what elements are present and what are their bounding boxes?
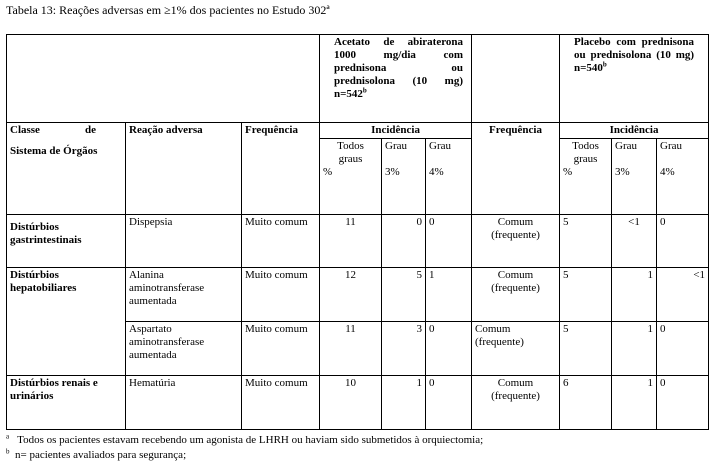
- header-all-grades-a: Todos graus %: [320, 139, 382, 215]
- table-row: [7, 268, 709, 322]
- row-g3-a: 3: [382, 322, 426, 376]
- row-g3-p: <1: [612, 215, 657, 268]
- row-freq-a: Muito comum: [242, 322, 320, 376]
- row-reaction: Aspartato aminotransferase aumentada: [126, 322, 242, 376]
- row-all-p: 5: [560, 215, 612, 268]
- header-incidence-p: Incidência: [560, 123, 709, 139]
- row-freq-a: Muito comum: [242, 376, 320, 430]
- group-placebo: Placebo com prednisona ou prednisolona (10 mg) $n=540^b$: [560, 35, 709, 123]
- row-all-p: 6: [560, 376, 612, 430]
- header-grade4-p: Grau 4%: [657, 139, 709, 215]
- row-freq-p: Comum (frequente): [472, 376, 560, 430]
- table-row: [7, 215, 709, 268]
- row-all-p: 5: [560, 268, 612, 322]
- row-all-a: 11: [320, 322, 382, 376]
- row-freq-p: Comum (frequente): [472, 268, 560, 322]
- group-abiraterone: Acetato de abiraterona 1000 mg/dia com prednisona ou prednisolona (10 mg) $n=542^b$: [320, 35, 472, 123]
- table-caption: Tabela 13: Reações adversas em ≥1% dos pacientes no Estudo 302ª: [6, 3, 330, 17]
- header-blank-cell: [472, 35, 560, 123]
- header-grade4-a: Grau 4%: [426, 139, 472, 215]
- row-g3-p: 1: [612, 322, 657, 376]
- row-reaction: Hematúria: [126, 376, 242, 430]
- header-reaction: Reação adversa: [126, 123, 242, 215]
- row-g3-p: 1: [612, 268, 657, 322]
- row-all-p: 5: [560, 322, 612, 376]
- header-all-grades-p: Todos graus %: [560, 139, 612, 215]
- row-all-a: 11: [320, 215, 382, 268]
- row-reaction: Alanina aminotransferase aumentada: [126, 268, 242, 322]
- row-g3-a: 5: [382, 268, 426, 322]
- header-incidence-a: Incidência: [320, 123, 472, 139]
- header-grade3-p: Grau 3%: [612, 139, 657, 215]
- header-frequency-p: Frequência: [472, 123, 560, 215]
- row-class: Distúrbios renais e urinários: [7, 376, 126, 430]
- row-g3-a: 1: [382, 376, 426, 430]
- header-blank-cell: [7, 35, 320, 123]
- row-g4-p: <1: [657, 268, 709, 322]
- row-freq-p: Comum (frequente): [472, 322, 560, 376]
- row-class: Distúrbios gastrintestinais: [7, 215, 126, 268]
- row-g3-p: 1: [612, 376, 657, 430]
- row-freq-a: Muito comum: [242, 215, 320, 268]
- header-grade3-a: Grau 3%: [382, 139, 426, 215]
- row-g4-p: 0: [657, 322, 709, 376]
- row-class: Distúrbios hepatobiliares: [7, 268, 126, 376]
- header-class: Classe de Sistema de Órgãos: [7, 123, 126, 215]
- row-freq-p: Comum (frequente): [472, 215, 560, 268]
- row-reaction: Dispepsia: [126, 215, 242, 268]
- row-g4-p: 0: [657, 215, 709, 268]
- row-g4-p: 0: [657, 376, 709, 430]
- row-freq-a: Muito comum: [242, 268, 320, 322]
- row-g4-a: 0: [426, 215, 472, 268]
- footnote-b: $^b$ n= pacientes avaliados para segurança;: [6, 447, 187, 461]
- row-all-a: 12: [320, 268, 382, 322]
- row-g4-a: 0: [426, 322, 472, 376]
- row-g4-a: 1: [426, 268, 472, 322]
- table-row: [7, 376, 709, 430]
- row-g3-a: 0: [382, 215, 426, 268]
- header-frequency-a: Frequência: [242, 123, 320, 215]
- footnote-a: $^a$ Todos os pacientes estavam recebendo um agonista de LHRH ou haviam sido submetidos à orquiectomia;: [6, 432, 484, 446]
- row-all-a: 10: [320, 376, 382, 430]
- adverse-reactions-table: [6, 34, 709, 430]
- row-g4-a: 0: [426, 376, 472, 430]
